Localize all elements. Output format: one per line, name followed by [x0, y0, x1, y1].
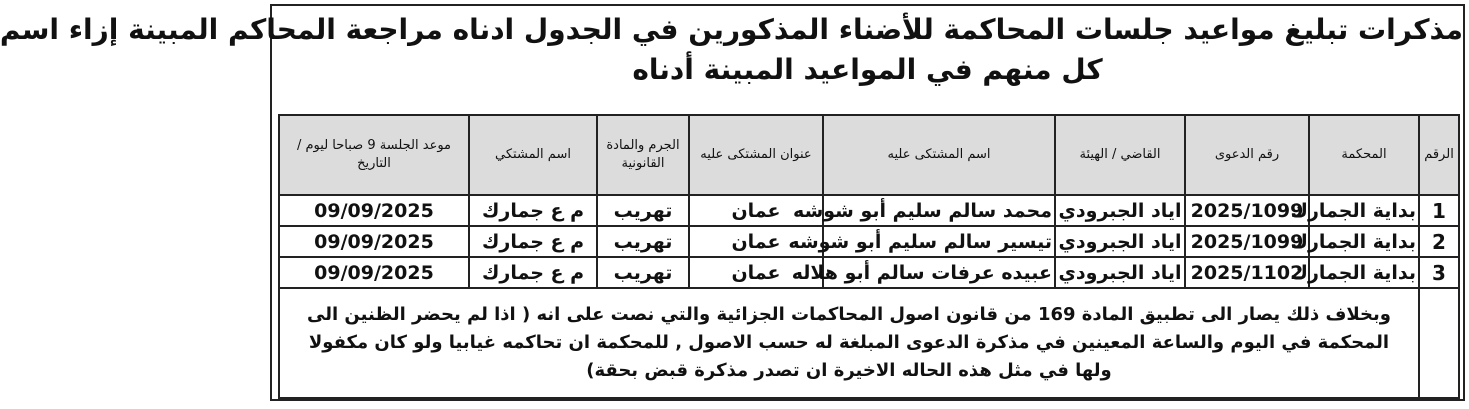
cell-defendant-address: عمان: [689, 195, 823, 226]
cell-session-date: 09/09/2025: [279, 195, 469, 226]
header-judge: القاضي / الهيئة: [1055, 115, 1185, 195]
cell-session-date: 09/09/2025: [279, 226, 469, 257]
cell-court: بداية الجمارك: [1309, 226, 1419, 257]
cell-judge: اياد الجبرودي: [1055, 195, 1185, 226]
cell-court: بداية الجمارك: [1309, 257, 1419, 288]
note-side-cell: [1419, 288, 1459, 398]
cell-defendant-name: عبيده عرفات سالم أبو هلاله: [823, 257, 1055, 288]
header-number: الرقم: [1419, 115, 1459, 195]
cell-case-number: 2025/1102: [1185, 257, 1309, 288]
cell-court: بداية الجمارك: [1309, 195, 1419, 226]
cell-plaintiff: م ع جمارك: [469, 257, 597, 288]
cell-offense: تهريب: [597, 195, 689, 226]
cell-judge: اياد الجبرودي: [1055, 226, 1185, 257]
cell-case-number: 2025/1099: [1185, 226, 1309, 257]
cell-offense: تهريب: [597, 257, 689, 288]
header-session-date: موعد الجلسة 9 صباحا ليوم / التاريخ: [279, 115, 469, 195]
hearings-table: [278, 114, 1460, 399]
cell-plaintiff: م ع جمارك: [469, 195, 597, 226]
table-header-row: [279, 115, 1459, 195]
header-plaintiff: اسم المشتكي: [469, 115, 597, 195]
cell-judge: اياد الجبرودي: [1055, 257, 1185, 288]
header-defendant-address: عنوان المشتكى عليه: [689, 115, 823, 195]
cell-defendant-address: عمان: [689, 226, 823, 257]
notice-heading: [0, 6, 1463, 90]
header-defendant-name: اسم المشتكى عليه: [823, 115, 1055, 195]
cell-number: 1: [1419, 195, 1459, 226]
cell-defendant-address: عمان: [689, 257, 823, 288]
table-row: [279, 257, 1459, 288]
cell-defendant-name: محمد سالم سليم أبو شوشه: [823, 195, 1055, 226]
header-case-number: رقم الدعوى: [1185, 115, 1309, 195]
cell-number: 3: [1419, 257, 1459, 288]
heading-line-2: كل منهم في المواعيد المبينة أدناه: [632, 53, 1103, 86]
notice-page: [0, 4, 1465, 401]
legal-note: وبخلاف ذلك يصار الى تطبيق المادة 169 من قانون اصول المحاكمات الجزائية والتي نصت على انه ( اذا لم يحضر الظنين الى المحكمة في اليوم والساعة المعينين في مذكرة الدعوى المبلغة له حسب الاصول , للمحكمة ان تحاكمه غيابيا ولو كان مكفولا ولها في مثل هذه الحاله الاخيرة ان تصدر مذكرة قبض بحقة): [279, 288, 1419, 398]
header-court: المحكمة: [1309, 115, 1419, 195]
cell-plaintiff: م ع جمارك: [469, 226, 597, 257]
cell-session-date: 09/09/2025: [279, 257, 469, 288]
header-offense: الجرم والمادة القانونية: [597, 115, 689, 195]
cell-number: 2: [1419, 226, 1459, 257]
cell-case-number: 2025/1099: [1185, 195, 1309, 226]
cell-offense: تهريب: [597, 226, 689, 257]
note-row: [279, 288, 1459, 398]
heading-line-1: مذكرات تبليغ مواعيد جلسات المحاكمة للأضناء المذكورين في الجدول ادناه مراجعة المحاكم المبينة إزاء اسم: [0, 13, 1463, 46]
cell-defendant-name: تيسير سالم سليم أبو شوشه: [823, 226, 1055, 257]
table-row: [279, 226, 1459, 257]
table-row: [279, 195, 1459, 226]
